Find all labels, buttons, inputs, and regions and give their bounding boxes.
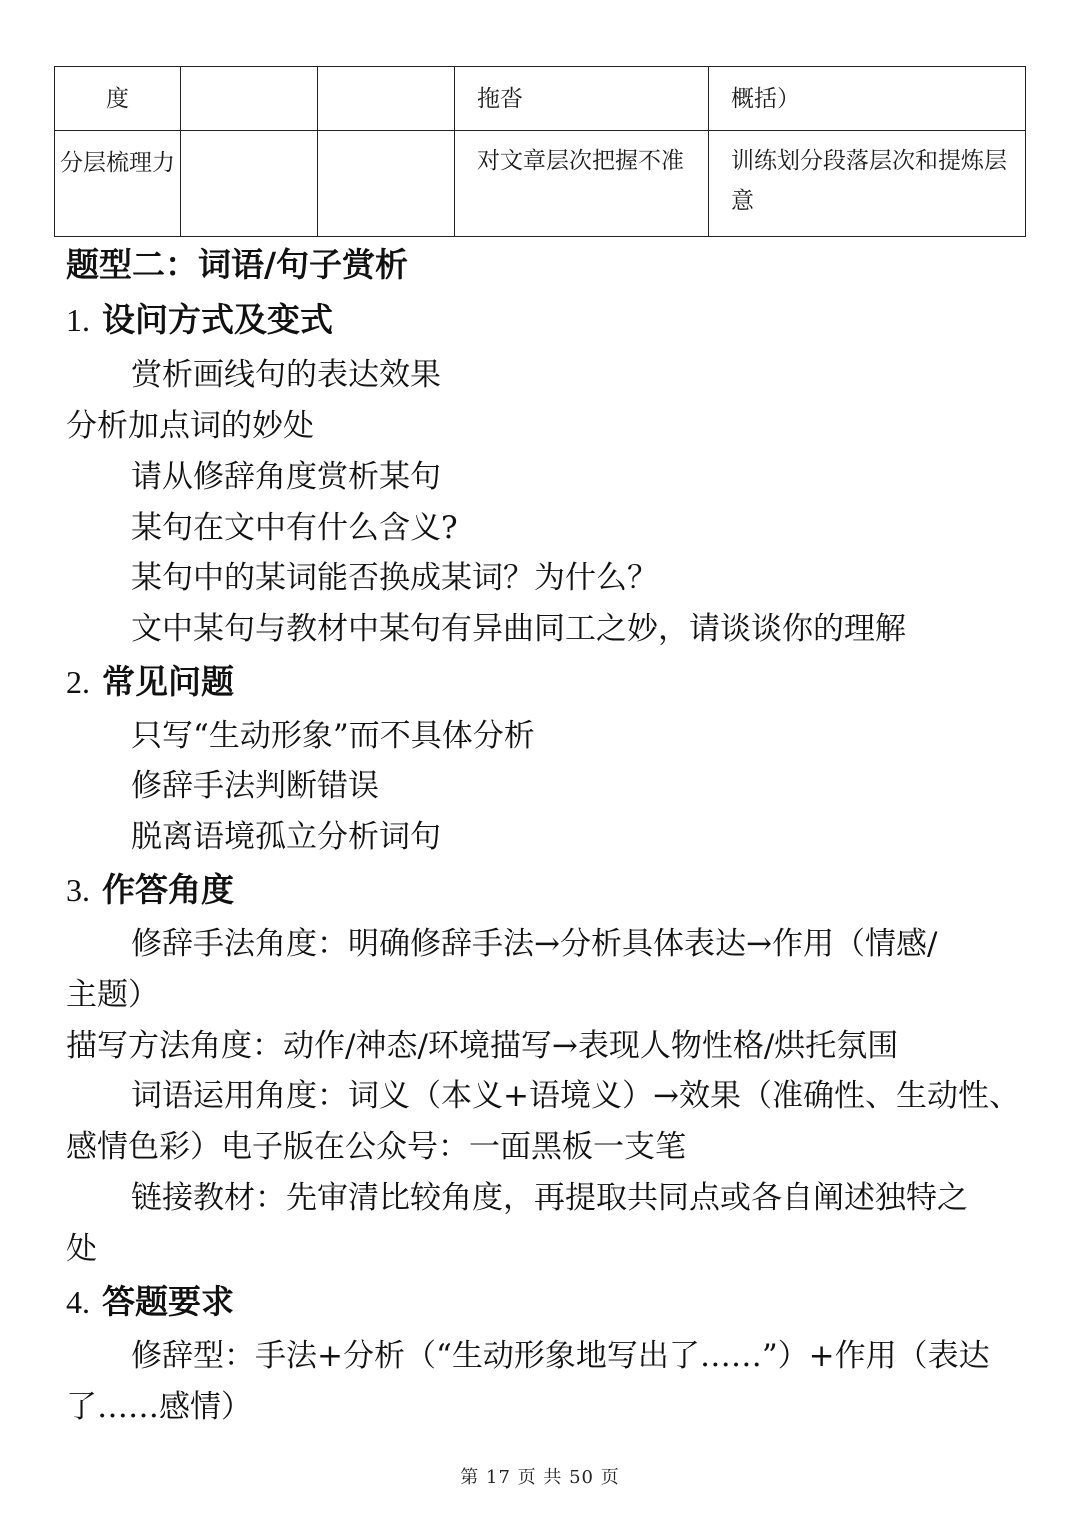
heading-3 xyxy=(66,870,1026,910)
heading-2 xyxy=(66,662,1026,702)
table-cell: 度 xyxy=(55,67,181,131)
text-line: 某句中的某词能否换成某词？为什么？ xyxy=(131,560,658,596)
analysis-table xyxy=(54,66,1026,237)
text-line: 请从修辞角度赏析某句 xyxy=(131,459,441,495)
heading-4 xyxy=(66,1282,1026,1322)
heading-number: 4. xyxy=(66,1284,90,1320)
text-line: 描写方法角度：动作/神态/环境描写→表现人物性格/烘托氛围 xyxy=(66,1028,899,1064)
table-cell: 拖沓 xyxy=(455,67,709,131)
section-title: 题型二：词语/句子赏析 xyxy=(66,245,409,284)
table-cell: 训练划分段落层次和提炼层意 xyxy=(709,131,1026,237)
table-cell: 对文章层次把握不准 xyxy=(455,131,709,237)
text-line: 链接教材：先审清比较角度，再提取共同点或各自阐述独特之 xyxy=(131,1180,968,1216)
table-cell xyxy=(181,67,318,131)
text-line: 修辞型：手法+分析（“生动形象地写出了……”）+作用（表达 xyxy=(131,1338,990,1374)
heading-text: 作答角度 xyxy=(102,870,234,909)
table-cell xyxy=(181,131,318,237)
text-line: 词语运用角度：词义（本义+语境义）→效果（准确性、生动性、 xyxy=(131,1078,1020,1114)
heading-number: 2. xyxy=(66,664,90,700)
text-line: 感情色彩）电子版在公众号：一面黑板一支笔 xyxy=(66,1129,686,1165)
text-line: 文中某句与教材中某句有异曲同工之妙，请谈谈你的理解 xyxy=(131,611,906,647)
heading-text: 设问方式及变式 xyxy=(102,300,333,339)
text-line: 修辞手法角度：明确修辞手法→分析具体表达→作用（情感/ xyxy=(131,926,938,962)
heading-text: 答题要求 xyxy=(102,1282,234,1321)
table-cell xyxy=(318,67,455,131)
page-number: 第 17 页 共 50 页 xyxy=(460,1467,620,1488)
text-line: 赏析画线句的表达效果 xyxy=(131,357,441,393)
text-line: 某句在文中有什么含义? xyxy=(131,510,458,546)
table-row xyxy=(55,131,1026,237)
text-line: 分析加点词的妙处 xyxy=(66,408,314,444)
text-line: 脱离语境孤立分析词句 xyxy=(131,819,441,855)
text-line: 修辞手法判断错误 xyxy=(131,768,379,804)
text-line: 处 xyxy=(66,1231,97,1267)
heading-number: 3. xyxy=(66,872,90,908)
table-cell xyxy=(318,131,455,237)
text-line: 只写“生动形象”而不具体分析 xyxy=(131,718,535,754)
table-row xyxy=(55,67,1026,131)
text-line: 主题） xyxy=(66,977,159,1013)
table-cell: 分层梳理力 xyxy=(55,131,181,237)
heading-number: 1. xyxy=(66,302,90,338)
table-cell: 概括） xyxy=(709,67,1026,131)
heading-1 xyxy=(66,300,1026,340)
heading-text: 常见问题 xyxy=(102,662,234,701)
text-line: 了……感情） xyxy=(66,1389,252,1425)
